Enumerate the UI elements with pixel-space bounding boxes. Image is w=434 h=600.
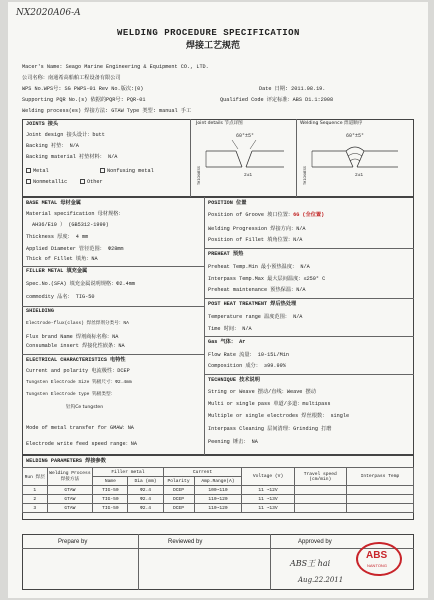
root-gap-label: 2±1 — [244, 173, 253, 178]
flux-brand: Flux brand Name 焊剂商标名称：NA — [26, 334, 119, 340]
nonmetallic-checkbox — [26, 179, 31, 184]
consumable-insert: Consumable insert 焊接化性嵌条：NA — [26, 343, 125, 349]
tungsten-type: Tungsten Electrode type 钨极类型： — [26, 392, 116, 397]
material-spec-value: AH36/E10 ） (GB5312-1999) — [32, 222, 109, 228]
document-page — [8, 2, 428, 598]
groove-position: Position of Groove 坡口位置：6G (全位置) — [208, 212, 325, 218]
qualified-code: Qualified Code 评定标准：ABS D1.1:2008 — [220, 97, 334, 103]
approver-signature: ABS王 hai — [290, 559, 331, 568]
supporting-pqr: Supporting PQR No.(s) 依据的PQR号: PQR-01 — [22, 97, 146, 103]
material-spec: Material specification 母材规格： — [26, 211, 124, 217]
tungsten-type-value: 钍钨Ce tungsten — [66, 405, 104, 410]
company-name-cn: 公司名称：南通希高船舶工程设备有限公司 — [22, 75, 121, 81]
welding-parameters-table — [22, 467, 414, 513]
sequence-angle-label: 60°±5° — [346, 133, 365, 139]
welding-sequence-sketch — [298, 129, 412, 195]
sequence-thickness-label: THICKNESS — [304, 166, 308, 185]
electrical-heading: ELECTRICAL CHARACTERISTICS 电特性 — [26, 357, 126, 363]
applied-diameter: Applied Diameter 管径范围： Φ28mm — [26, 246, 124, 252]
metal-option: Metal — [26, 168, 49, 174]
header-interpass: Interpass Temp — [346, 468, 413, 486]
pwht-temperature: Temperature range 温度范围： N/A — [208, 314, 303, 320]
current-polarity: Current and polarity 电流极性：DCEP — [26, 368, 130, 374]
welding-sequence-label: Welding Sequence 焊道顺序 — [300, 121, 363, 126]
nonmetallic-option: Nonmetallic — [26, 179, 67, 185]
pwht-heading: POST HEAT TREATMENT 焊后热处理 — [208, 301, 297, 307]
approved-by-label: Approved by — [298, 539, 332, 545]
position-heading: POSITION 位置 — [208, 200, 247, 206]
joints-heading: JOINTS 接头 — [26, 121, 59, 127]
header-current: Current — [163, 468, 242, 477]
document-title-cn: 焊接工艺规范 — [186, 41, 241, 51]
backing: Backing 衬垫： N/A — [26, 143, 79, 149]
thick-of-fillet: Thick of Fillet 填角：NA — [26, 256, 98, 262]
groove-position-value: 6G (全位置) — [293, 212, 325, 218]
preheat-heading: PREHEAT 预热 — [208, 251, 244, 257]
filler-metal-heading: FILLER METAL 填充金属 — [26, 268, 88, 274]
gas-heading: Gas 气体： Ar — [208, 339, 246, 345]
prepare-by-label: Prepare by — [58, 539, 88, 545]
approval-date: Aug.22.2011 — [298, 576, 344, 584]
header-filler: Filler metal — [93, 468, 163, 477]
nonfusing-checkbox — [100, 168, 105, 173]
header-polarity: Polarity — [163, 477, 194, 486]
interpass-cleaning: Interpass Cleaning 层间清理：Grinding 打磨 — [208, 426, 332, 432]
header-voltage: Voltage (V) — [242, 468, 294, 486]
nonfusing-option: Nonfusing metal — [100, 168, 154, 174]
joint-design: Joint design 接头设计：butt — [26, 132, 105, 138]
table-row: 2 GTAW TIG-50 Φ2.4 DCEP 110~120 11 ~13V — [23, 495, 414, 504]
header-process: Welding Process 焊接方法 — [47, 468, 93, 486]
filler-commodity: commodity 品名： TIG-50 — [26, 294, 95, 300]
header-amp-range: Amp.Range(A) — [194, 477, 242, 486]
other-checkbox — [80, 179, 85, 184]
base-metal-heading: BASE METAL 母材金属 — [26, 200, 81, 206]
header-name: Name — [93, 477, 128, 486]
preheat-min: Preheat Temp.Min 最小预热温度： N/A — [208, 264, 310, 270]
fillet-position: Position of Fillet 填角位置：N/A — [208, 237, 303, 243]
gas-composition: Composition 成分： ≥99.99% — [208, 363, 286, 369]
metal-checkbox — [26, 168, 31, 173]
table-row: 3 GTAW TIG-50 Φ2.4 DCEP 110~120 11 ~13V — [23, 504, 414, 513]
other-option: Other — [80, 179, 103, 185]
header-travel-speed: Travel speed (cm/min) — [294, 468, 346, 486]
welding-parameters-heading: WELDING PARAMETERS 焊接参数 — [26, 458, 106, 464]
peening: Peening 锤击： NA — [208, 439, 258, 445]
technique-heading: TECHNIQUE 技术说明 — [208, 377, 260, 383]
backing-material: Backing material 衬垫材料： N/A — [26, 154, 118, 160]
joint-details-label: Joint details 节点详图 — [196, 121, 243, 126]
welding-progression: Welding Progression 焊接方向：N/A — [208, 226, 306, 232]
pwht-time: Time 时间： N/A — [208, 326, 252, 332]
tungsten-size: Tungsten Electrode Size 钨极尺寸：Φ2.4mm — [26, 380, 132, 385]
groove-angle-label: 60°±5° — [236, 133, 255, 139]
joint-detail-sketch — [192, 129, 294, 195]
wps-date: Date 日期: 2011.08.19. — [259, 86, 326, 92]
header-run: Run 焊层 — [23, 468, 48, 486]
stamp-subtext: NANTONG — [367, 563, 387, 568]
thickness-label: THICKNESS — [198, 166, 202, 185]
shielding-heading: SHIELDING — [26, 308, 55, 314]
welding-process: Welding process(es) 焊接方法: GTAW Type 类型: manual 手工 — [22, 108, 192, 114]
stamp-text: ABS — [366, 550, 388, 561]
table-row: 1 GTAW TIG-50 Φ2.4 DCEP 100~110 11 ~12V — [23, 486, 414, 495]
reviewed-by-label: Reviewed by — [168, 539, 203, 545]
interpass-temp: Interpass Temp.Max 最大层间温度：≤250° C — [208, 276, 326, 282]
base-thickness: Thickness 厚度： 4 mm — [26, 234, 89, 240]
filler-spec: Spec.No.(SFA) 填充金属说明规格：Φ2.4mm — [26, 281, 135, 287]
sequence-root-gap-label: 2±1 — [355, 173, 364, 178]
handwritten-reference: NX2020A06-A — [16, 8, 81, 18]
multi-or-single-pass: Multi or single pass 单道/多道：multipass — [208, 401, 331, 407]
maker-name: Macer's Name: Seago Marine Engineering & Equipment CO., LTD. — [22, 64, 209, 70]
preheat-maintenance: Preheat maintenance 预热保温：N/A — [208, 287, 306, 293]
header-dia: Dia (mm) — [128, 477, 163, 486]
wps-number: WPS No.WPS号: SG PWPS-01 Rev No.版次:(0) — [22, 86, 144, 92]
wire-feed-speed: Electrode write feed speed range：NA — [26, 441, 138, 447]
electrode-count: Multiple or single electrodes 焊丝根数： single — [208, 413, 350, 419]
abs-stamp — [356, 542, 402, 576]
gas-flow-rate: Flow Rate 流量： 10-15L/Min — [208, 352, 289, 358]
document-title: WELDING PROCEDURE SPECIFICATION — [117, 28, 300, 38]
string-or-weave: String or Weave 摆动/直线：Weave 摆动 — [208, 389, 316, 395]
metal-transfer-mode: Mode of metal transfer for GMAW：NA — [26, 425, 134, 431]
electrode-flux: Electrode-flux(class) 焊丝焊剂分类号：NA — [26, 321, 129, 326]
